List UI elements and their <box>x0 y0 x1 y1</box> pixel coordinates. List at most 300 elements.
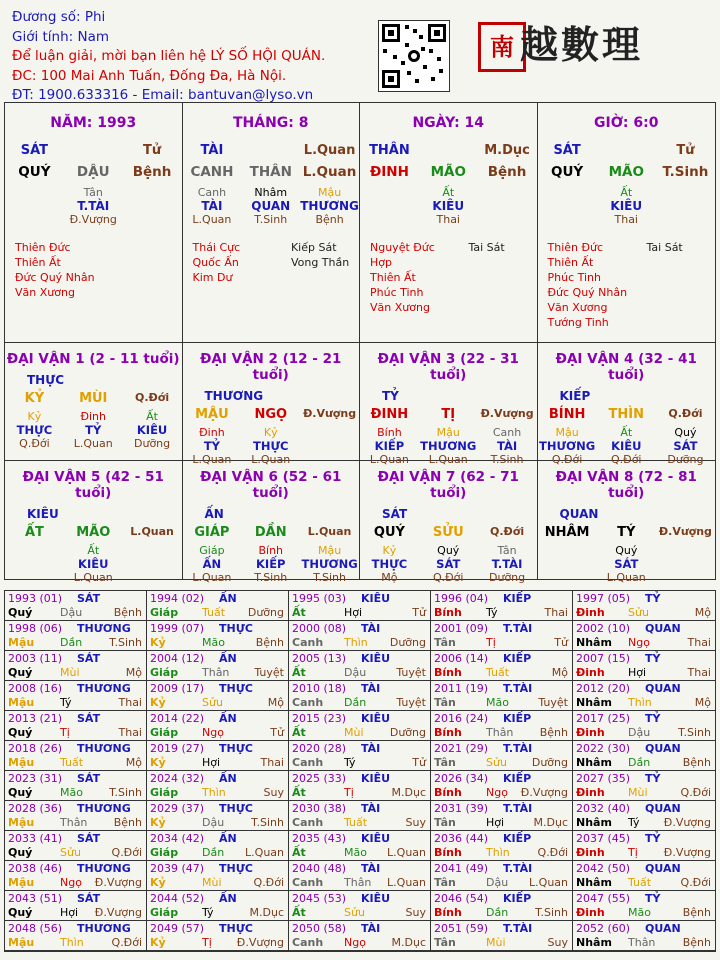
year-label: 2007 (15) <box>576 652 631 665</box>
year-god: KIÊU <box>361 832 391 845</box>
dai-van-cell <box>360 343 538 466</box>
year-branch: Tuất <box>60 756 84 769</box>
year-phase: Suy <box>263 786 284 799</box>
dai-van-mid-0: QUÝ <box>373 525 405 540</box>
year-branch: Tuất <box>202 606 226 619</box>
dai-van-god: QUAN <box>559 507 599 521</box>
pillar-mid-0: CANH <box>190 164 234 180</box>
year-branch: Dần <box>628 756 651 769</box>
year-stem: Bính <box>434 726 462 739</box>
dai-van-hidden: Ất <box>146 410 158 423</box>
year-god: THƯƠNG <box>77 862 131 875</box>
year-branch: Tị <box>344 786 354 799</box>
year-branch: Dần <box>486 906 509 919</box>
year-label: 2001 (09) <box>434 622 489 635</box>
year-god: SÁT <box>77 652 101 665</box>
year-cell <box>147 861 289 891</box>
dai-van-star: KIÊU <box>136 423 168 437</box>
year-phase: Suy <box>405 816 426 829</box>
year-label: 2003 (11) <box>8 652 63 665</box>
year-label: 2027 (35) <box>576 772 631 785</box>
dai-van-hidden: Kỷ <box>263 426 278 439</box>
year-branch: Dậu <box>60 606 83 619</box>
dai-van-phase: Dưỡng <box>489 571 526 584</box>
dai-van-phase: L.Quan <box>606 571 646 584</box>
year-stem: Đinh <box>576 666 605 679</box>
year-stem: Mậu <box>8 816 35 829</box>
year-label: 2000 (08) <box>292 622 347 635</box>
year-god: TỶ <box>645 832 661 845</box>
year-god: T.TÀI <box>503 922 533 935</box>
year-branch: Sửu <box>60 846 81 859</box>
year-cell <box>431 651 573 681</box>
star-note: Văn Xương <box>547 301 608 314</box>
year-phase: T.Sinh <box>251 816 284 829</box>
year-stem: Canh <box>292 936 324 949</box>
year-branch: Hợi <box>486 816 505 829</box>
year-cell <box>289 711 431 741</box>
year-branch: Dần <box>202 846 225 859</box>
year-branch: Mùi <box>60 666 80 679</box>
year-branch: Hợi <box>202 756 221 769</box>
hidden-phase: Đ.Vượng <box>69 213 117 226</box>
year-cell <box>431 681 573 711</box>
year-label: 2050 (58) <box>292 922 347 935</box>
star-note: Thiên Ất <box>370 271 416 284</box>
year-cell <box>431 711 573 741</box>
year-stem: Giáp <box>150 726 179 739</box>
year-god: QUAN <box>645 682 681 695</box>
year-stem: Quý <box>8 846 33 859</box>
year-stem: Nhâm <box>576 756 612 769</box>
pillar-title: GIỜ: 6:0 <box>594 115 659 131</box>
pillar-mid-0: QUÝ <box>550 164 584 180</box>
dai-van-star: TỶ <box>203 439 220 453</box>
hidden-stem: Ất <box>442 186 455 199</box>
dai-van-mid-2: Q.Đới <box>490 525 525 538</box>
year-stem: Canh <box>292 696 324 709</box>
dai-van-mid-0: KỶ <box>24 391 45 406</box>
star-note-bad: Tai Sát <box>468 241 505 254</box>
year-stem: Mậu <box>8 936 35 949</box>
star-note-bad: Vong Thần <box>290 256 350 269</box>
hidden-god: KIÊU <box>610 199 643 213</box>
year-god: KIÊU <box>361 712 391 725</box>
year-cell <box>5 711 147 741</box>
year-cell <box>573 771 715 801</box>
year-stem: Kỷ <box>150 876 166 889</box>
address-line: ĐC: 100 Mai Anh Tuấn, Đống Đa, Hà Nội. <box>12 67 287 84</box>
year-god: T.TÀI <box>503 742 533 755</box>
hidden-god: TÀI <box>201 199 223 213</box>
year-god: ẤN <box>219 592 237 605</box>
year-branch: Thìn <box>628 696 652 709</box>
pillar-top-2: Tử <box>676 143 695 158</box>
dai-van-god: KIẾP <box>559 389 591 403</box>
dai-van-star <box>5 557 64 571</box>
year-phase: Thai <box>687 666 711 679</box>
dai-van-star <box>123 557 182 571</box>
year-label: 2002 (10) <box>576 622 631 635</box>
hidden-stem: Tân <box>83 186 103 199</box>
year-phase: Dưỡng <box>247 606 284 619</box>
header-info <box>12 8 325 106</box>
year-cell <box>289 651 431 681</box>
year-branch: Hợi <box>628 666 647 679</box>
year-phase: Đ.Vượng <box>94 906 142 919</box>
year-god: KIẾP <box>503 892 532 905</box>
star-note: Nguyệt Đức Hợp <box>370 241 435 269</box>
dai-van-phase <box>656 571 715 584</box>
year-cell <box>573 831 715 861</box>
year-branch: Dậu <box>344 666 367 679</box>
pillar-top-2: L.Quan <box>303 143 356 158</box>
dai-van-mid-1: MÙI <box>79 391 108 406</box>
year-stem: Bính <box>434 666 462 679</box>
year-phase: Q.Đới <box>253 876 284 889</box>
year-cell <box>289 621 431 651</box>
dai-van-title: ĐẠI VẬN 3 (22 - 31 tuổi) <box>377 351 519 383</box>
dai-van-star: THỰC <box>371 557 408 571</box>
year-label: 2009 (17) <box>150 682 205 695</box>
year-cell <box>5 831 147 861</box>
dai-van-hidden <box>123 544 182 557</box>
year-stem: Quý <box>8 726 33 739</box>
year-stem: Nhâm <box>576 816 612 829</box>
year-label: 2034 (42) <box>150 832 205 845</box>
star-note: Thiên Đức <box>547 241 604 254</box>
year-god: KIẾP <box>503 772 532 785</box>
dai-van-phase: T.Sinh <box>254 571 288 584</box>
year-stem: Kỷ <box>150 936 166 949</box>
year-stem: Bính <box>434 846 462 859</box>
year-phase: Tử <box>270 726 284 739</box>
dai-van-title: ĐẠI VẬN 4 (32 - 41 tuổi) <box>555 351 697 383</box>
star-note: Thiên Đức <box>15 241 71 254</box>
year-stem: Nhâm <box>576 636 612 649</box>
year-god: QUAN <box>645 742 681 755</box>
year-cell <box>431 771 573 801</box>
dai-van-phase: L.Quan <box>369 453 409 466</box>
year-god: KIẾP <box>503 592 532 605</box>
pillar-mid-2: Bệnh <box>487 164 527 180</box>
dai-van-mid-2: Q.Đới <box>668 407 703 420</box>
dai-van-cell <box>360 461 538 584</box>
dai-van-mid-0: GIÁP <box>194 525 230 540</box>
year-branch: Dậu <box>486 876 509 889</box>
year-cell <box>147 711 289 741</box>
year-label: 2046 (54) <box>434 892 489 905</box>
year-stem: Mậu <box>8 756 35 769</box>
year-branch: Thân <box>628 936 656 949</box>
year-branch: Sửu <box>628 606 649 619</box>
year-label: 2023 (31) <box>8 772 63 785</box>
dai-van-phase <box>538 571 597 584</box>
dai-van-phase <box>5 571 64 584</box>
pillar-title: NĂM: 1993 <box>50 115 137 131</box>
year-cell <box>573 681 715 711</box>
star-note: Văn Xương <box>370 301 430 314</box>
year-branch: Thân <box>344 876 372 889</box>
dai-van-mid-1: NGỌ <box>254 407 288 422</box>
year-god: KIÊU <box>361 592 391 605</box>
year-branch: Ngọ <box>202 726 224 739</box>
year-cell <box>573 741 715 771</box>
hidden-stem: Mậu <box>317 186 342 199</box>
hidden-god: T.TÀI <box>77 199 110 213</box>
year-label: 2015 (23) <box>292 712 347 725</box>
year-stem: Ất <box>292 726 306 739</box>
dai-van-hidden: Quý <box>615 544 638 557</box>
year-god: TỶ <box>645 712 661 725</box>
year-label: 2045 (53) <box>292 892 347 905</box>
pillar-top-1 <box>597 143 656 158</box>
dai-van-star: TỶ <box>85 423 102 437</box>
pillar-top-1 <box>64 143 123 158</box>
year-stem: Mậu <box>8 876 35 889</box>
year-cell <box>147 651 289 681</box>
year-phase: M.Dục <box>249 906 284 919</box>
year-god: TÀI <box>361 862 381 875</box>
year-stem: Giáp <box>150 606 179 619</box>
year-branch: Tuất <box>486 666 510 679</box>
dai-van-mid-2: Q.Đới <box>135 391 170 404</box>
dai-van-mid-2: L.Quan <box>130 525 174 538</box>
dai-van-phase <box>123 571 182 584</box>
dai-van-mid-0: MẬU <box>195 407 229 422</box>
year-label: 2014 (22) <box>150 712 205 725</box>
year-phase: Dưỡng <box>389 726 426 739</box>
star-note: Phúc Tinh <box>370 286 424 299</box>
dai-van-hidden <box>656 544 715 557</box>
year-label: 2004 (12) <box>150 652 205 665</box>
year-phase: L.Quan <box>529 876 568 889</box>
dai-van-mid-0: ẤT <box>24 525 44 540</box>
hidden-god: THƯƠNG <box>300 199 359 213</box>
dai-van-hidden: Tân <box>497 544 517 557</box>
year-label: 2019 (27) <box>150 742 205 755</box>
year-stem: Ất <box>292 846 306 859</box>
year-god: TÀI <box>361 922 381 935</box>
year-label: 1996 (04) <box>434 592 489 605</box>
year-stem: Đinh <box>576 906 605 919</box>
dai-van-mid-0: ĐINH <box>370 407 409 422</box>
dai-van-title: ĐẠI VẬN 7 (62 - 71 tuổi) <box>377 469 519 501</box>
year-branch: Hợi <box>344 606 363 619</box>
year-god: KIẾP <box>503 712 532 725</box>
dai-van-hidden: Mậu <box>436 426 460 439</box>
year-stem: Bính <box>434 606 462 619</box>
year-phase: Q.Đới <box>680 876 711 889</box>
year-god: T.TÀI <box>503 862 533 875</box>
dai-van-mid-2: L.Quan <box>307 525 352 538</box>
year-branch: Ngọ <box>344 936 366 949</box>
year-stem: Nhâm <box>576 696 612 709</box>
year-label: 2051 (59) <box>434 922 489 935</box>
year-phase: Tuyệt <box>538 696 568 709</box>
year-cell <box>431 891 573 921</box>
dai-van-god: ẤN <box>204 507 224 521</box>
year-label: 2043 (51) <box>8 892 63 905</box>
year-god: THƯƠNG <box>77 802 131 815</box>
year-cell <box>431 831 573 861</box>
year-cell <box>5 771 147 801</box>
dai-van-mid-2: Đ.Vượng <box>658 525 712 538</box>
dai-van-star: THƯƠNG <box>420 439 477 453</box>
pillar-top-2: M.Dục <box>484 143 530 158</box>
year-cell <box>289 921 431 951</box>
year-god: THƯƠNG <box>77 742 131 755</box>
year-branch: Tị <box>628 846 638 859</box>
year-cell <box>289 771 431 801</box>
year-label: 2012 (20) <box>576 682 631 695</box>
year-phase: Bệnh <box>682 936 711 949</box>
year-label: 1998 (06) <box>8 622 63 635</box>
pillar-mid-2: Bệnh <box>132 164 172 180</box>
gender: Giới tính: Nam <box>12 28 110 45</box>
year-cell <box>5 921 147 951</box>
year-cell <box>147 771 289 801</box>
year-phase: Mộ <box>267 696 284 709</box>
year-stem: Quý <box>8 666 33 679</box>
year-label: 2008 (16) <box>8 682 63 695</box>
year-god: THỰC <box>219 622 253 635</box>
dai-van-title: ĐẠI VẬN 5 (42 - 51 tuổi) <box>22 469 164 501</box>
year-stem: Ất <box>292 906 306 919</box>
year-stem: Đinh <box>576 606 605 619</box>
year-label: 2036 (44) <box>434 832 489 845</box>
year-cell <box>5 651 147 681</box>
year-phase: Bệnh <box>113 816 142 829</box>
year-branch: Tý <box>628 816 640 829</box>
year-stem: Kỷ <box>150 816 166 829</box>
year-label: 2038 (46) <box>8 862 63 875</box>
year-cell <box>573 591 715 621</box>
dai-van-star: THỰC <box>252 439 289 453</box>
year-branch: Thân <box>60 816 88 829</box>
year-god: THỰC <box>219 742 253 755</box>
year-stem: Mậu <box>8 696 35 709</box>
year-stem: Canh <box>292 876 324 889</box>
year-cell <box>289 591 431 621</box>
year-branch: Tuất <box>344 816 368 829</box>
year-label: 2040 (48) <box>292 862 347 875</box>
phone-email-line[interactable]: ĐT: 1900.633316 - Email: bantuvan@lyso.vn <box>12 87 314 103</box>
pillar-title: THÁNG: 8 <box>232 115 309 131</box>
pillar-mid-2: L.Quan <box>302 164 357 180</box>
dai-van-phase: Mộ <box>381 571 398 584</box>
year-branch: Sửu <box>202 696 223 709</box>
hidden-stem: Canh <box>197 186 227 199</box>
dai-van-hidden <box>538 544 597 557</box>
year-phase: Tử <box>412 606 426 619</box>
year-phase: Mộ <box>125 666 142 679</box>
pillar-top-0: SÁT <box>553 143 581 158</box>
year-branch: Thìn <box>344 636 368 649</box>
year-god: T.TÀI <box>503 682 533 695</box>
year-cell <box>431 591 573 621</box>
dai-van-god: THƯƠNG <box>204 389 264 403</box>
year-branch: Thìn <box>486 846 510 859</box>
dai-van-star: KIÊU <box>78 557 109 571</box>
year-cell <box>573 891 715 921</box>
year-branch: Sửu <box>486 756 507 769</box>
dai-van-star: THƯƠNG <box>301 557 358 571</box>
dai-van-star <box>656 557 715 571</box>
year-phase: Mộ <box>125 756 142 769</box>
year-stem: Tân <box>434 756 456 769</box>
year-phase: Tử <box>412 756 426 769</box>
year-god: THỰC <box>219 682 253 695</box>
year-label: 2052 (60) <box>576 922 631 935</box>
year-label: 2044 (52) <box>150 892 205 905</box>
year-god: TÀI <box>361 682 381 695</box>
hidden-god: KIÊU <box>432 199 465 213</box>
year-stem: Tân <box>434 936 456 949</box>
year-label: 2025 (33) <box>292 772 347 785</box>
year-god: THƯƠNG <box>77 622 131 635</box>
year-god: TỶ <box>645 772 661 785</box>
year-cell <box>289 801 431 831</box>
year-cell <box>5 621 147 651</box>
year-branch: Mùi <box>202 876 222 889</box>
year-branch: Mão <box>202 636 225 649</box>
year-phase: Đ.Vượng <box>236 936 284 949</box>
year-stem: Canh <box>292 756 324 769</box>
year-label: 2037 (45) <box>576 832 631 845</box>
year-phase: Bệnh <box>539 726 568 739</box>
year-phase: Suy <box>405 906 426 919</box>
year-cell <box>431 921 573 951</box>
dai-van-star <box>300 439 359 453</box>
year-god: TÀI <box>361 742 381 755</box>
dai-van-mid-1: TÝ <box>617 525 636 540</box>
year-label: 2017 (25) <box>576 712 631 725</box>
dai-van-title: ĐẠI VẬN 2 (12 - 21 tuổi) <box>200 351 342 383</box>
year-cell <box>573 651 715 681</box>
year-god: KIẾP <box>503 652 532 665</box>
dai-van-hidden: Mậu <box>317 544 342 557</box>
year-phase: Q.Đới <box>111 846 142 859</box>
hidden-phase: Thai <box>614 213 638 226</box>
year-phase: Thai <box>544 606 568 619</box>
star-note: Đức Quý Nhân <box>547 286 628 299</box>
year-label: 2011 (19) <box>434 682 489 695</box>
star-note: Tướng Tinh <box>547 316 609 329</box>
year-stem: Đinh <box>576 786 605 799</box>
year-stem: Quý <box>8 606 33 619</box>
year-label: 2016 (24) <box>434 712 489 725</box>
year-phase: Tử <box>554 636 568 649</box>
dai-van-cell <box>538 461 716 584</box>
year-label: 2042 (50) <box>576 862 631 875</box>
hidden-stem: Ất <box>620 186 633 199</box>
year-label: 1994 (02) <box>150 592 205 605</box>
star-note-bad: Tai Sát <box>646 241 683 254</box>
star-note-bad: Kiếp Sát <box>290 241 337 254</box>
year-branch: Tý <box>486 606 498 619</box>
year-phase: Đ.Vượng <box>663 816 711 829</box>
year-stem: Quý <box>8 786 33 799</box>
dai-van-hidden: Mậu <box>555 426 579 439</box>
qr-code-icon <box>378 20 450 92</box>
year-god: SÁT <box>77 832 101 845</box>
year-god: SÁT <box>77 712 101 725</box>
year-phase: Mộ <box>694 606 711 619</box>
year-god: ẤN <box>219 772 237 785</box>
pillar-top-1 <box>241 143 300 158</box>
year-label: 2032 (40) <box>576 802 631 815</box>
